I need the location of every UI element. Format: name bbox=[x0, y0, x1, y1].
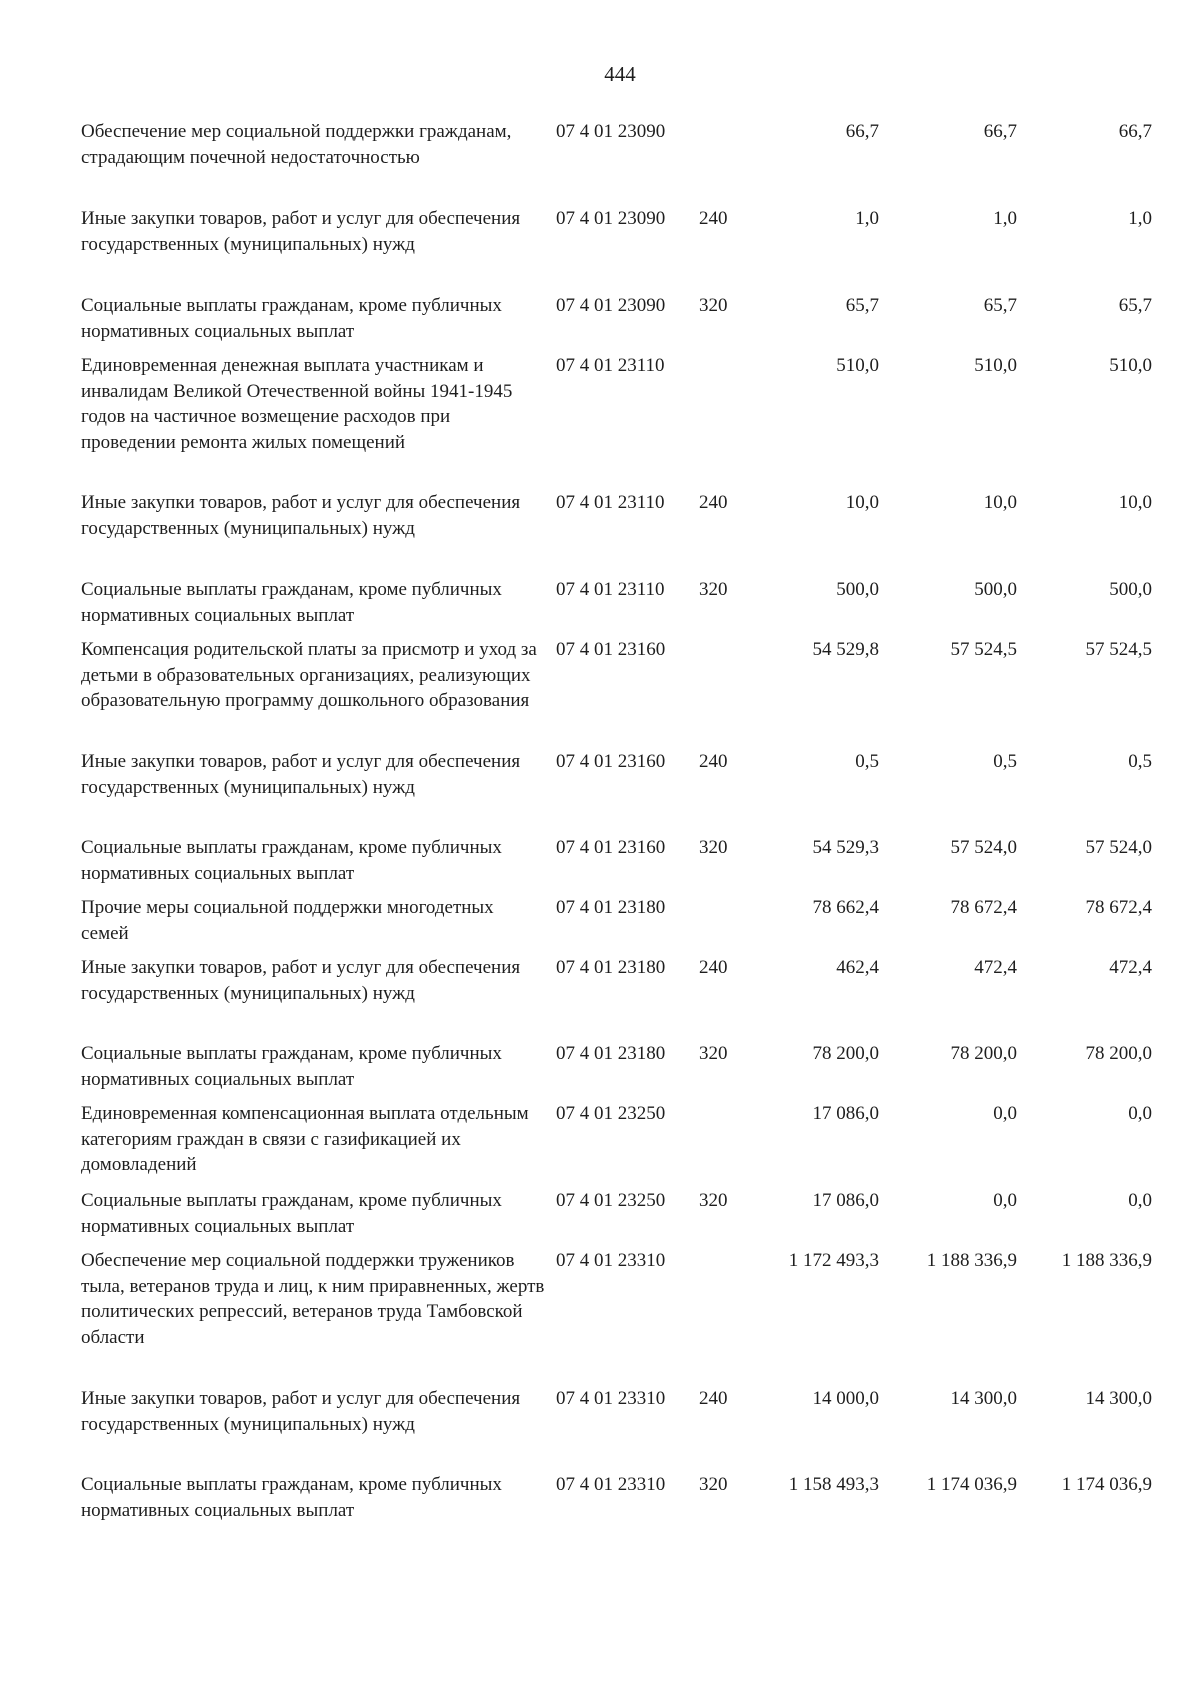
row-value-3: 66,7 bbox=[1118, 121, 1152, 142]
row-expense-type: 320 bbox=[699, 1474, 728, 1495]
row-value-3: 78 672,4 bbox=[1085, 897, 1152, 918]
row-expense-type: 320 bbox=[699, 1043, 728, 1064]
row-expense-type: 320 bbox=[699, 295, 728, 316]
row-value-2: 1 174 036,9 bbox=[926, 1474, 1017, 1495]
row-expense-type: 240 bbox=[699, 492, 728, 513]
row-name: Социальные выплаты гражданам, кроме публичных нормативных социальных выплат bbox=[81, 1043, 502, 1090]
row-name: Иные закупки товаров, работ и услуг для обеспечения государственных (муниципальных) нужд bbox=[81, 208, 521, 255]
row-code: 07 4 01 23180 bbox=[556, 957, 666, 978]
row-value-1: 78 200,0 bbox=[812, 1043, 879, 1064]
row-code: 07 4 01 23090 bbox=[556, 295, 666, 316]
row-expense-type: 240 bbox=[699, 957, 728, 978]
row-name: Обеспечение мер социальной поддержки гражданам, страдающим почечной недостаточностью bbox=[81, 121, 512, 168]
row-value-1: 54 529,3 bbox=[812, 837, 879, 858]
row-value-1: 1 158 493,3 bbox=[788, 1474, 879, 1495]
row-name: Единовременная компенсационная выплата отдельным категориям граждан в связи с газификацией их домовладений bbox=[81, 1103, 529, 1175]
row-value-3: 10,0 bbox=[1118, 492, 1152, 513]
row-code: 07 4 01 23160 bbox=[556, 639, 666, 660]
row-expense-type: 320 bbox=[699, 579, 728, 600]
row-code: 07 4 01 23090 bbox=[556, 208, 666, 229]
row-value-2: 0,0 bbox=[993, 1190, 1017, 1211]
row-code: 07 4 01 23250 bbox=[556, 1190, 666, 1211]
row-value-2: 14 300,0 bbox=[950, 1388, 1017, 1409]
row-value-2: 1 188 336,9 bbox=[926, 1250, 1017, 1271]
row-value-2: 65,7 bbox=[983, 295, 1017, 316]
row-name: Иные закупки товаров, работ и услуг для обеспечения государственных (муниципальных) нужд bbox=[81, 1388, 521, 1435]
row-value-3: 500,0 bbox=[1109, 579, 1152, 600]
row-value-1: 510,0 bbox=[836, 355, 879, 376]
row-expense-type: 240 bbox=[699, 751, 728, 772]
row-value-2: 66,7 bbox=[983, 121, 1017, 142]
row-value-3: 1 188 336,9 bbox=[1061, 1250, 1152, 1271]
row-code: 07 4 01 23090 bbox=[556, 121, 666, 142]
row-value-3: 1,0 bbox=[1128, 208, 1152, 229]
row-code: 07 4 01 23160 bbox=[556, 751, 666, 772]
row-value-1: 500,0 bbox=[836, 579, 879, 600]
row-value-1: 17 086,0 bbox=[812, 1103, 879, 1124]
row-value-2: 78 672,4 bbox=[950, 897, 1017, 918]
row-name: Иные закупки товаров, работ и услуг для обеспечения государственных (муниципальных) нужд bbox=[81, 957, 521, 1004]
row-value-2: 57 524,0 bbox=[950, 837, 1017, 858]
row-value-3: 472,4 bbox=[1109, 957, 1152, 978]
row-name: Социальные выплаты гражданам, кроме публичных нормативных социальных выплат bbox=[81, 295, 502, 342]
row-value-3: 1 174 036,9 bbox=[1061, 1474, 1152, 1495]
row-value-3: 0,5 bbox=[1128, 751, 1152, 772]
row-code: 07 4 01 23310 bbox=[556, 1388, 666, 1409]
row-value-1: 65,7 bbox=[845, 295, 879, 316]
row-expense-type: 320 bbox=[699, 1190, 728, 1211]
row-value-3: 57 524,5 bbox=[1085, 639, 1152, 660]
row-name: Социальные выплаты гражданам, кроме публичных нормативных социальных выплат bbox=[81, 579, 502, 626]
row-code: 07 4 01 23110 bbox=[556, 579, 665, 600]
row-value-2: 0,5 bbox=[993, 751, 1017, 772]
row-code: 07 4 01 23180 bbox=[556, 897, 666, 918]
row-value-2: 500,0 bbox=[974, 579, 1017, 600]
row-name: Иные закупки товаров, работ и услуг для обеспечения государственных (муниципальных) нужд bbox=[81, 751, 521, 798]
row-value-3: 65,7 bbox=[1118, 295, 1152, 316]
row-value-1: 14 000,0 bbox=[812, 1388, 879, 1409]
row-name: Социальные выплаты гражданам, кроме публичных нормативных социальных выплат bbox=[81, 837, 502, 884]
row-expense-type: 320 bbox=[699, 837, 728, 858]
row-value-2: 1,0 bbox=[993, 208, 1017, 229]
page-number: 444 bbox=[604, 62, 636, 86]
row-name: Социальные выплаты гражданам, кроме публичных нормативных социальных выплат bbox=[81, 1190, 502, 1237]
row-expense-type: 240 bbox=[699, 208, 728, 229]
row-name: Социальные выплаты гражданам, кроме публичных нормативных социальных выплат bbox=[81, 1474, 502, 1521]
row-value-2: 472,4 bbox=[974, 957, 1017, 978]
row-name: Единовременная денежная выплата участникам и инвалидам Великой Отечественной войны 1941-1945 годов на частичное возмещение расходов при проведении ремонта жилых помещений bbox=[81, 355, 513, 453]
row-code: 07 4 01 23160 bbox=[556, 837, 666, 858]
row-code: 07 4 01 23310 bbox=[556, 1250, 666, 1271]
row-value-2: 57 524,5 bbox=[950, 639, 1017, 660]
row-value-3: 0,0 bbox=[1128, 1103, 1152, 1124]
row-code: 07 4 01 23110 bbox=[556, 492, 665, 513]
row-code: 07 4 01 23250 bbox=[556, 1103, 666, 1124]
row-code: 07 4 01 23310 bbox=[556, 1474, 666, 1495]
row-value-1: 0,5 bbox=[855, 751, 879, 772]
row-value-1: 10,0 bbox=[845, 492, 879, 513]
row-value-3: 57 524,0 bbox=[1085, 837, 1152, 858]
row-value-1: 462,4 bbox=[836, 957, 879, 978]
row-value-1: 1,0 bbox=[855, 208, 879, 229]
row-value-2: 510,0 bbox=[974, 355, 1017, 376]
row-value-2: 10,0 bbox=[983, 492, 1017, 513]
row-expense-type: 240 bbox=[699, 1388, 728, 1409]
row-value-1: 54 529,8 bbox=[812, 639, 879, 660]
row-value-1: 78 662,4 bbox=[812, 897, 879, 918]
row-value-1: 1 172 493,3 bbox=[788, 1250, 879, 1271]
row-value-3: 0,0 bbox=[1128, 1190, 1152, 1211]
row-value-3: 510,0 bbox=[1109, 355, 1152, 376]
row-code: 07 4 01 23180 bbox=[556, 1043, 666, 1064]
row-name: Иные закупки товаров, работ и услуг для обеспечения государственных (муниципальных) нужд bbox=[81, 492, 521, 539]
row-value-1: 17 086,0 bbox=[812, 1190, 879, 1211]
row-value-3: 78 200,0 bbox=[1085, 1043, 1152, 1064]
row-value-2: 78 200,0 bbox=[950, 1043, 1017, 1064]
row-code: 07 4 01 23110 bbox=[556, 355, 665, 376]
row-name: Прочие меры социальной поддержки многодетных семей bbox=[81, 897, 494, 944]
row-name: Обеспечение мер социальной поддержки тружеников тыла, ветеранов труда и лиц, к ним приравненных, жертв политических репрессий, ветеранов труда Тамбовской области bbox=[81, 1250, 545, 1348]
row-value-3: 14 300,0 bbox=[1085, 1388, 1152, 1409]
row-value-1: 66,7 bbox=[845, 121, 879, 142]
row-name: Компенсация родительской платы за присмотр и уход за детьми в образовательных организациях, реализующих образовательную программу дошкольного образования bbox=[81, 639, 537, 711]
row-value-2: 0,0 bbox=[993, 1103, 1017, 1124]
